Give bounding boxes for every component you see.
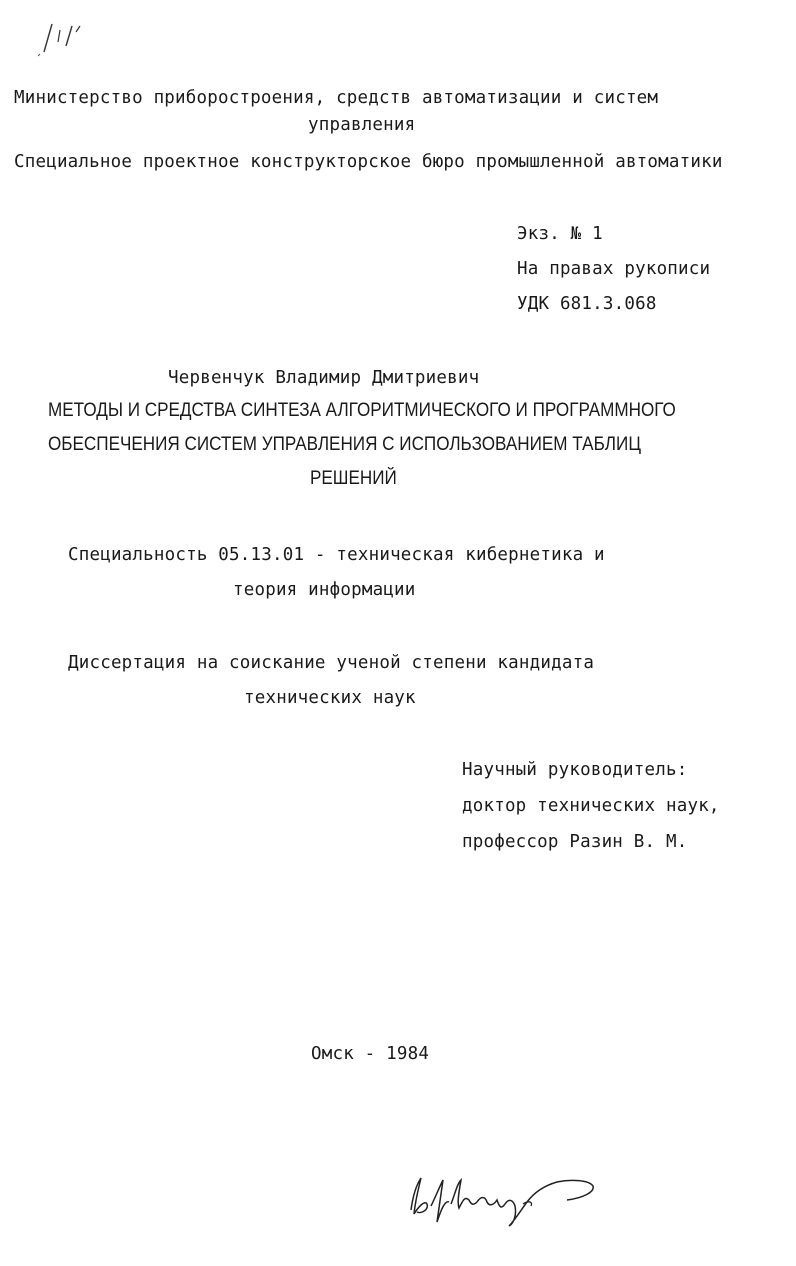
specialty-line-1: Специальность 05.13.01 - техническая кибернетика и: [68, 545, 605, 565]
dissertation-line-1: Диссертация на соискание ученой степени кандидата: [68, 653, 595, 673]
ministry-line-1: Министерство приборостроения, средств автоматизации и систем: [14, 88, 659, 108]
place-year: Омск - 1984: [311, 1044, 430, 1064]
title-line-1: МЕТОДЫ И СРЕДСТВА СИНТЕЗА АЛГОРИТМИЧЕСКОГО И ПРОГРАММНОГО: [48, 400, 676, 421]
udc-code: УДК 681.3.068: [517, 294, 657, 314]
ministry-line-2: управления: [308, 115, 416, 135]
specialty-line-2: теория информации: [233, 580, 416, 600]
copy-number: Экз. № 1: [517, 224, 603, 244]
handwritten-mark: [30, 12, 100, 62]
rights-note: На правах рукописи: [517, 259, 711, 279]
dissertation-line-2: технических наук: [244, 688, 416, 708]
signature: [405, 1170, 605, 1235]
title-line-2: ОБЕСПЕЧЕНИЯ СИСТЕМ УПРАВЛЕНИЯ С ИСПОЛЬЗОВАНИЕМ ТАБЛИЦ: [48, 434, 641, 455]
supervisor-line-3: профессор Разин В. М.: [462, 832, 688, 852]
supervisor-line-2: доктор технических наук,: [462, 796, 720, 816]
title-line-3: РЕШЕНИЙ: [310, 468, 397, 489]
supervisor-line-1: Научный руководитель:: [462, 760, 688, 780]
author-name: Червенчук Владимир Дмитриевич: [168, 368, 480, 388]
bureau-name: Специальное проектное конструкторское бюро промышленной автоматики: [14, 152, 723, 172]
